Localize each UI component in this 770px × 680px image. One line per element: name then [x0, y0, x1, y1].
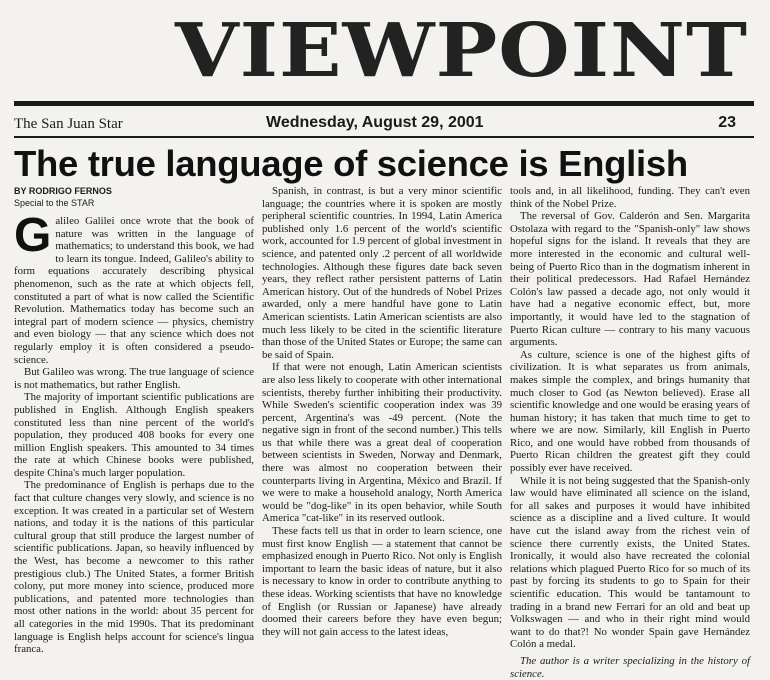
paragraph: As culture, science is one of the highest gifts of civilization. It is what separates us from animals, makes simple the complex, and brings humanity that much closer to God (as Newton believed). Erase all scientific knowledge and one would be erasing years of human history; it has taken that much time to get to where we are now. Similarly, kill English in Puerto Rico, and one would have robbed from thousands of Puerto Rican children the greatest gift they could possibly ever have received.	[510, 348, 750, 475]
dateline-rule	[14, 136, 754, 138]
page-number: 23	[718, 114, 736, 131]
paragraph: tools and, in all likelihood, funding. They can't even think of the Nobel Prize.	[510, 185, 750, 210]
paragraph: While it is not being suggested that the Spanish-only law would have eliminated all science on the island, for all sakes and purposes it would have inhibited science as a discipline and a lived culture. It would have cut the island away from the richest vein of science there currently exists, the United States. Ironically, it would also have recreated the colonial relations which plagued Puerto Rico for so much of its past by forcing its students to go to Spain for their scientific education. This would be tantamount to trading in a brand new Ferrari for an old and beat up Volkswagen — and who in their right mind would want to do that?! No wonder Spain gave Hernández Colón a medal.	[510, 474, 750, 651]
issue-date: Wednesday, August 29, 2001	[266, 114, 484, 131]
paragraph: If that were not enough, Latin American scientists are also less likely to cooperate with other international scientists, thereby further inhibiting their productivity. While Sweden's scientific cooperation index was 39 percent, Argentina's was -49 percent. (Note the negative sign in front of the second number.) This tells us that while there was a great deal of cooperation between scientists in Sweden, Norway and Denmark, there was almost no cooperation between their counterparts living in Argentina, México and Brazil. If we were to make a household analogy, North America would be "dog-like" in its open behavior, while South America "cat-like" in its reserved outlook.	[262, 361, 502, 525]
masthead-title: VIEWPOINT	[175, 7, 748, 95]
paragraph: The reversal of Gov. Calderón and Sen. Margarita Ostolaza with regard to the "Spanish-only" law shows hopeful signs for the island. It reveals that they are more interested in the economic and cultural well-being of Puerto Rico than in the dogmatism inherent in their political predecessors. Had Rafael Hernández Colón's law passed a decade ago, not only would it have had a negative economic effect, but, more importantly, it would have led to the stagnation of Puerto Rican culture — contrary to his many vacuous arguments.	[510, 210, 750, 349]
headline: The true language of science is English	[14, 143, 688, 184]
byline-special: Special to the STAR	[14, 198, 95, 208]
paragraph: But Galileo was wrong. The true language of science is not mathematics, but rather English.	[14, 366, 254, 391]
paragraph: The predominance of English is perhaps due to the fact that culture changes very slowly, and science is no exception. It was created in a particular set of Western nations, and today it is the nations of this particular cultural group that still produce the largest number of scientific publications. Japan, so heavily influenced by the West, has become a newcomer to this rather prestigious club.) The United States, a former British colony, put more money into science, produced more publications, and patented more technologies than most other nations in the world: about 35 percent for all categories in the mid 1990s. That its predominant language is English helps account for science's lingua franca.	[14, 479, 254, 656]
article-column-2	[262, 185, 502, 638]
byline-author: BY RODRIGO FERNOS	[14, 186, 112, 196]
paragraph: These facts tell us that in order to learn science, one must first know English — a statement that cannot be emphasized enough in Puerto Rico. Not only is English important to learn the basic ideas of nature, but it also is necessary to know in order to contribute anything to these ideas. Working scientists that have no knowledge of English (or Russian or Japanese) have already doomed their careers before they have even begun; they will not gain access to the latest ideas,	[262, 525, 502, 638]
article-column-1	[14, 185, 254, 656]
drop-cap: G	[14, 209, 52, 262]
paper-name: The San Juan Star	[14, 116, 123, 132]
paragraph: Spanish, in contrast, is but a very minor scientific language; the countries where it is spoken are mostly peripheral scientific countries. In 1994, Latin America published only 1.6 percent of the world's scientific work, accounted for 1.9 percent of global investment in science, and patented only .2 percent of all worldwide technologies. Although these figures date back seven years, they reflect rather persistent patterns of Latin American history. Out of the hundreds of Nobel Prizes awarded, only a mere handful have gone to Latin American scientists. Latin American scientists are also much less likely to be cited in the scientific literature than those of the United States or Europe; the same can be said of Spain.	[262, 185, 502, 361]
paragraph: alileo Galilei once wrote that the book of nature was written in the language of mathematics; to understand this book, we had to learn its tongue. Indeed, Galileo's ability to form equations accurately describing physical phenomenon, such as the rate at which objects fell, constituted a part of what is now called the Scientific Revolution. Mathematics today has become such an integral part of modern science — physics, chemistry and even biology — that any science which does not regularly employ it is often considered a pseudo-science.	[14, 215, 254, 366]
article-column-3	[510, 185, 750, 680]
author-credit: The author is a writer specializing in the history of science.	[510, 654, 750, 680]
paragraph: The majority of important scientific publications are published in English. Although English speakers constituted less than nine percent of the world's population, they produced 408 books for every one million English speakers. This amounted to 34 times the rate at which Chinese books were published, despite China's much larger population.	[14, 391, 254, 479]
dateline	[14, 114, 754, 134]
masthead-rule	[14, 101, 754, 106]
